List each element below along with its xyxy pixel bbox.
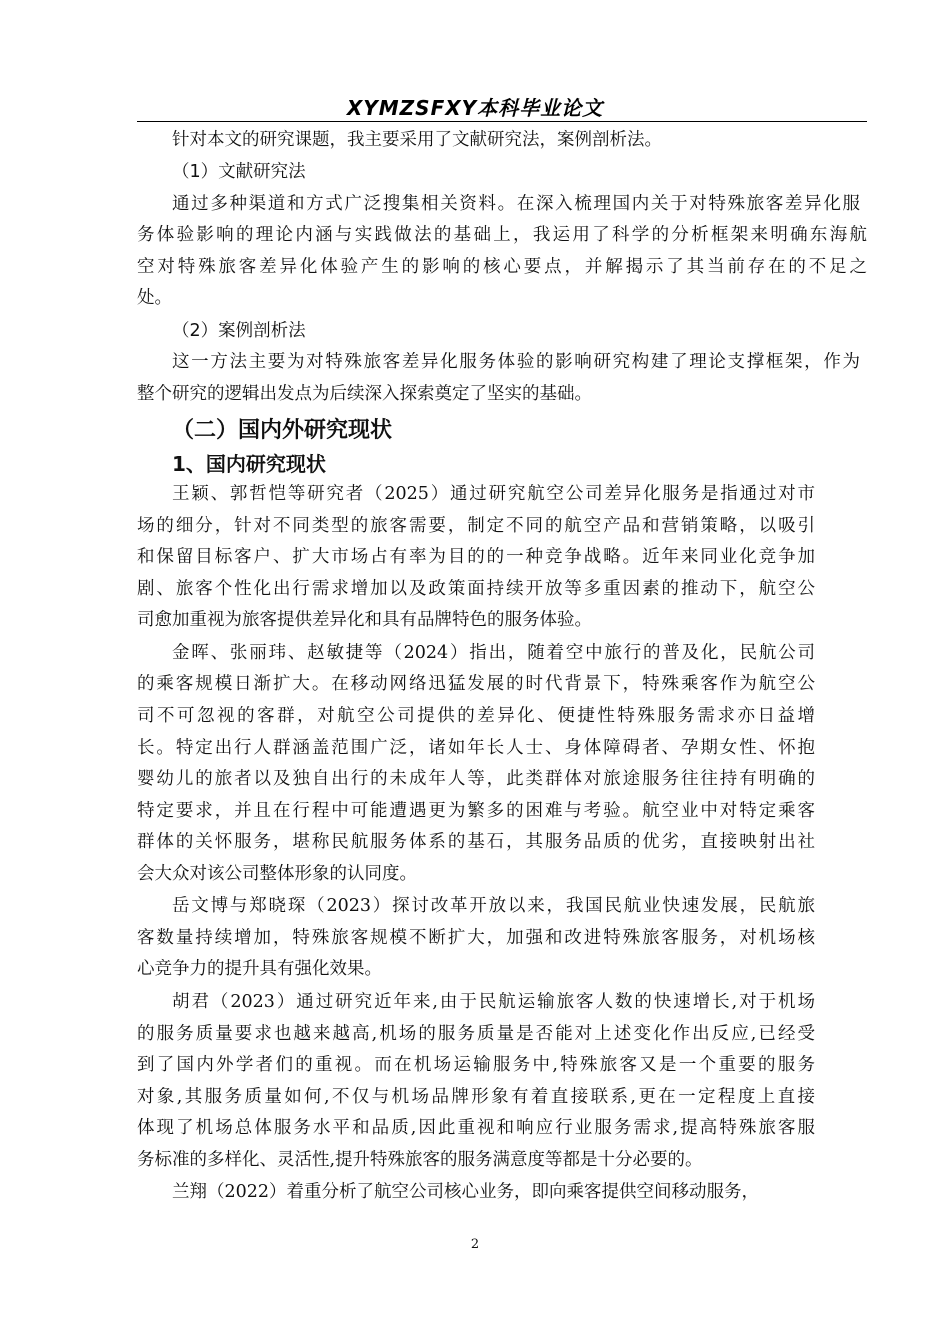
paragraph-line: 兰翔（2022）着重分析了航空公司核心业务，即向乘客提供空间移动服务， (172, 1182, 760, 1202)
method1-line: 务体验影响的理论内涵与实践做法的基础上，我运用了科学的分析框架来明确东海航 (137, 225, 867, 245)
paragraph-line: 群体的关怀服务，堪称民航服务体系的基石，其服务品质的优劣，直接映射出社 (137, 832, 815, 852)
paragraph-line: 剧、旅客个性化出行需求增加以及政策面持续开放等多重因素的推动下，航空公 (137, 579, 815, 599)
paragraph-line: 和保留目标客户、扩大市场占有率为目的的一种竞争战略。近年来同业化竞争加 (137, 547, 815, 567)
paragraph-line: 务标准的多样化、灵活性,提升特殊旅客的服务满意度等都是十分必要的。 (137, 1150, 703, 1170)
paragraph-line: 长。特定出行人群涵盖范围广泛，诸如年长人士、身体障碍者、孕期女性、怀抱 (137, 738, 815, 758)
paragraph-line: 岳文博与郑晓琛（2023）探讨改革开放以来，我国民航业快速发展，民航旅 (172, 896, 815, 916)
method1-line: 处。 (137, 288, 172, 308)
header-rule (137, 121, 867, 122)
paragraph-line: 的服务质量要求也越来越高,机场的服务质量是否能对上述变化作出反应,已经受 (137, 1024, 815, 1044)
paragraph-line: 司不可忽视的客群，对航空公司提供的差异化、便捷性特殊服务需求亦日益增 (137, 706, 815, 726)
paragraph-line: 司愈加重视为旅客提供差异化和具有品牌特色的服务体验。 (137, 610, 592, 630)
method2-line: 整个研究的逻辑出发点为后续深入探索奠定了坚实的基础。 (137, 384, 592, 404)
paragraph-line: 特定要求，并且在行程中可能遭遇更为繁多的困难与考验。航空业中对特定乘客 (137, 801, 815, 821)
paragraph-line: 的乘客规模日渐扩大。在移动网络迅猛发展的时代背景下，特殊乘客作为航空公 (137, 674, 815, 694)
section-title: （二）国内外研究现状 (172, 418, 393, 443)
page-number: 2 (470, 1237, 480, 1252)
paragraph-line: 金晖、张丽玮、赵敏捷等（2024）指出，随着空中旅行的普及化，民航公司 (172, 643, 815, 663)
subsection-title: 1、国内研究现状 (172, 452, 326, 476)
intro-text: 针对本文的研究课题，我主要采用了文献研究法，案例剖析法。 (172, 130, 662, 150)
header-title: XYMZSFXY本科毕业论文 (346, 96, 604, 120)
method2-line: 这一方法主要为对特殊旅客差异化服务体验的影响研究构建了理论支撑框架，作为 (172, 352, 860, 372)
paragraph-line: 对象,其服务质量如何,不仅与机场品牌形象有着直接联系,更在一定程度上直接 (137, 1087, 815, 1107)
method1-line: 通过多种渠道和方式广泛搜集相关资料。在深入梳理国内关于对特殊旅客差异化服 (172, 194, 860, 214)
method2-title: （2）案例剖析法 (172, 321, 306, 341)
paragraph-line: 体现了机场总体服务水平和品质,因此重视和响应行业服务需求,提高特殊旅客服 (137, 1118, 815, 1138)
paragraph-line: 婴幼儿的旅者以及独自出行的未成年人等，此类群体对旅途服务往往持有明确的 (137, 769, 815, 789)
method1-line: 空对特殊旅客差异化体验产生的影响的核心要点，并解揭示了其当前存在的不足之 (137, 257, 867, 277)
paragraph-line: 客数量持续增加，特殊旅客规模不断扩大，加强和改进特殊旅客服务，对机场核 (137, 928, 815, 948)
paragraph-line: 王颖、郭哲恺等研究者（2025）通过研究航空公司差异化服务是指通过对市 (172, 484, 815, 504)
method1-title: （1）文献研究法 (172, 162, 306, 182)
paragraph-line: 胡君（2023）通过研究近年来,由于民航运输旅客人数的快速增长,对于机场 (172, 992, 815, 1012)
paragraph-line: 场的细分，针对不同类型的旅客需要，制定不同的航空产品和营销策略，以吸引 (137, 516, 815, 536)
paragraph-line: 会大众对该公司整体形象的认同度。 (137, 864, 417, 884)
paragraph-line: 到了国内外学者们的重视。而在机场运输服务中,特殊旅客又是一个重要的服务 (137, 1055, 815, 1075)
paragraph-line: 心竞争力的提升具有强化效果。 (137, 959, 382, 979)
